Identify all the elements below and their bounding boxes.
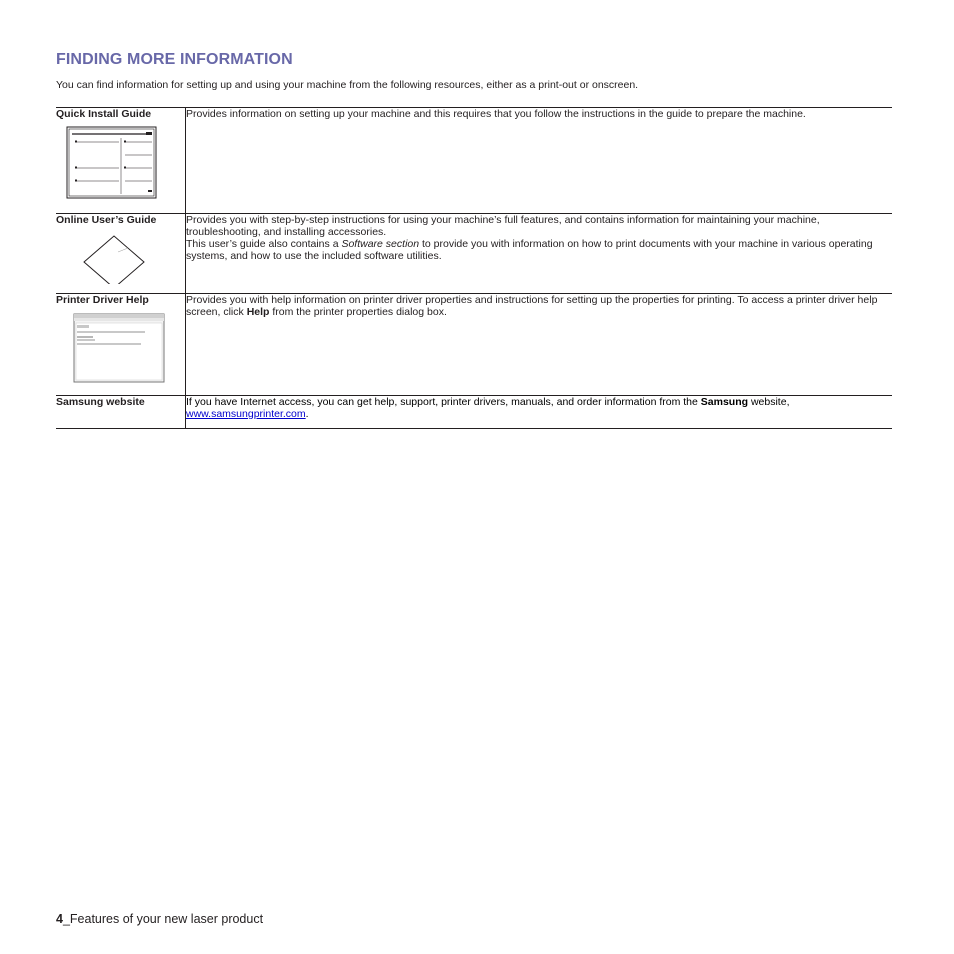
resource-description-cell	[186, 108, 893, 214]
resource-description-cell	[186, 294, 893, 396]
table-row	[56, 108, 892, 214]
resource-description-cell	[186, 214, 893, 294]
page-number: 4	[56, 912, 63, 926]
samsung-emphasis: Samsung	[700, 396, 749, 408]
intro-text: You can find information for setting up and using your machine from the following resources, either as a print-out or onscreen.	[56, 79, 639, 91]
software-section-emphasis: Software section	[341, 238, 420, 250]
cd-sleeve-icon	[56, 232, 158, 284]
footer-text: _Features of your new laser product	[62, 912, 264, 926]
resource-label: Quick Install Guide	[56, 108, 152, 120]
resource-name-cell	[56, 396, 186, 429]
resource-description: Provides information on setting up your machine and this requires that you follow the instructions in the guide to prepare the machine.	[186, 108, 806, 120]
page-footer	[56, 912, 263, 926]
resource-name-cell	[56, 108, 186, 214]
table-row	[56, 294, 892, 396]
resource-name-cell	[56, 294, 186, 396]
resource-description: Provides you with help information on printer driver properties and instructions for setting up the properties for printing. To access a printer driver help screen, click Help from the printer properties dialog box.	[186, 294, 878, 318]
resource-description: If you have Internet access, you can get help, support, printer drivers, manuals, and order information from the Samsung website, www.samsungprinter.com.	[186, 396, 790, 420]
table-row	[56, 214, 892, 294]
quick-install-guide-icon	[56, 126, 158, 202]
samsung-website-link[interactable]: www.samsungprinter.com	[186, 408, 306, 420]
table-row	[56, 396, 892, 429]
page-title: FINDING MORE INFORMATION	[56, 51, 293, 68]
help-window-icon	[56, 312, 166, 384]
help-emphasis: Help	[246, 306, 270, 318]
resource-description: Provides you with step-by-step instructions for using your machine’s full features, and contains information for maintaining your machine, troubleshooting, and installing accessories.	[186, 214, 820, 238]
resource-description: This user’s guide also contains a Software section to provide you with information on how to print documents with your machine in various operating systems, and how to use the included software utilities.	[186, 238, 873, 262]
resource-name-cell	[56, 214, 186, 294]
resource-label: Online User’s Guide	[56, 214, 157, 226]
resource-description-cell	[186, 396, 893, 429]
resource-label: Samsung website	[56, 396, 145, 408]
resources-table	[56, 107, 892, 429]
resource-label: Printer Driver Help	[56, 294, 149, 306]
